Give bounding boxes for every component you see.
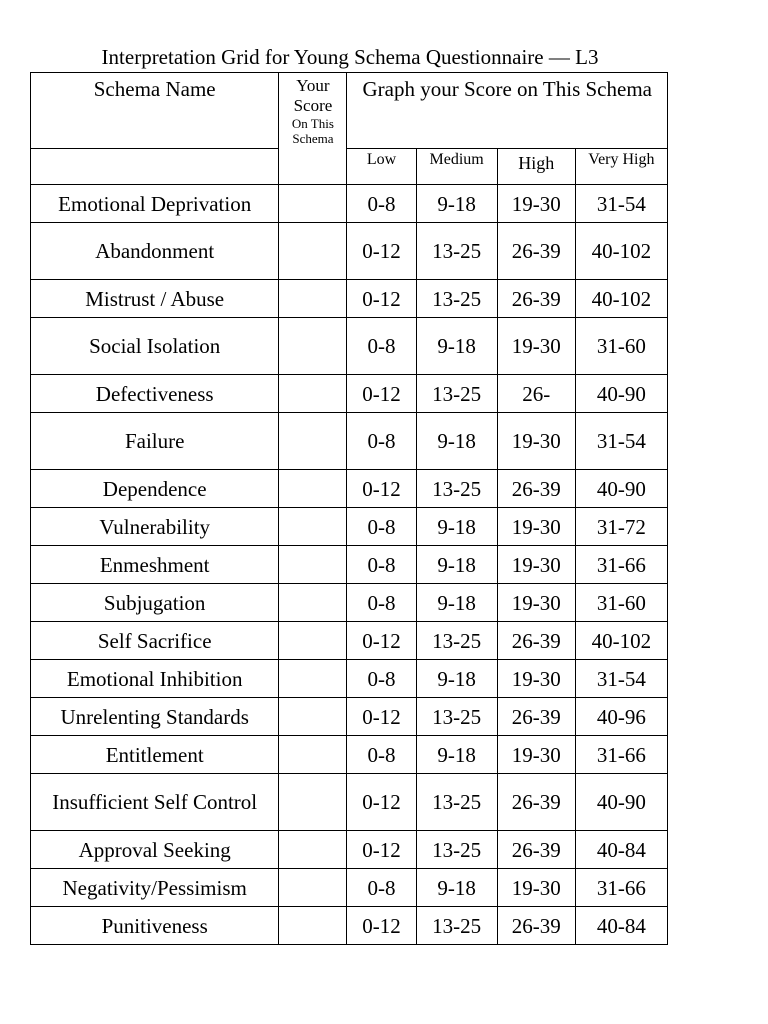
your-score-cell[interactable]: [279, 907, 347, 945]
schema-name-cell: Self Sacrifice: [31, 622, 279, 660]
range-medium-cell: 9-18: [416, 546, 497, 584]
range-high-cell: 26-39: [497, 280, 575, 318]
range-low-cell: 0-8: [347, 869, 416, 907]
range-low-cell: 0-8: [347, 546, 416, 584]
schema-name-cell: Defectiveness: [31, 375, 279, 413]
table-row: [31, 546, 668, 584]
your-score-cell[interactable]: [279, 413, 347, 470]
your-score-cell[interactable]: [279, 736, 347, 774]
table-row: [31, 660, 668, 698]
level-high-header: High: [497, 149, 575, 185]
your-score-cell[interactable]: [279, 223, 347, 280]
range-very-high-cell: 40-96: [575, 698, 667, 736]
range-low-cell: 0-8: [347, 508, 416, 546]
range-very-high-cell: 31-60: [575, 584, 667, 622]
range-medium-cell: 9-18: [416, 318, 497, 375]
range-medium-cell: 13-25: [416, 907, 497, 945]
range-very-high-cell: 31-54: [575, 185, 667, 223]
range-very-high-cell: 31-66: [575, 736, 667, 774]
schema-name-cell: Dependence: [31, 470, 279, 508]
range-low-cell: 0-12: [347, 774, 416, 831]
table-row: [31, 470, 668, 508]
range-very-high-cell: 31-72: [575, 508, 667, 546]
range-medium-cell: 9-18: [416, 584, 497, 622]
page-title: Interpretation Grid for Young Schema Questionnaire — L3: [101, 45, 599, 69]
range-high-cell: 26-39: [497, 470, 575, 508]
range-medium-cell: 9-18: [416, 508, 497, 546]
your-score-header-label: Your Score: [293, 76, 333, 115]
table-row: [31, 280, 668, 318]
range-medium-cell: 13-25: [416, 280, 497, 318]
range-low-cell: 0-12: [347, 622, 416, 660]
schema-name-cell: Unrelenting Standards: [31, 698, 279, 736]
range-low-cell: 0-8: [347, 736, 416, 774]
schema-name-cell: Enmeshment: [31, 546, 279, 584]
range-low-cell: 0-12: [347, 280, 416, 318]
your-score-cell[interactable]: [279, 470, 347, 508]
range-high-cell: 19-30: [497, 546, 575, 584]
range-high-cell: 26-39: [497, 223, 575, 280]
your-score-cell[interactable]: [279, 698, 347, 736]
your-score-cell[interactable]: [279, 774, 347, 831]
table-row: [31, 869, 668, 907]
range-high-cell: 19-30: [497, 660, 575, 698]
your-score-cell[interactable]: [279, 318, 347, 375]
schema-name-cell: Abandonment: [31, 223, 279, 280]
range-very-high-cell: 31-54: [575, 413, 667, 470]
schema-name-cell: Mistrust / Abuse: [31, 280, 279, 318]
range-very-high-cell: 40-90: [575, 470, 667, 508]
schema-name-cell: Emotional Inhibition: [31, 660, 279, 698]
range-high-cell: 19-30: [497, 413, 575, 470]
table-row: [31, 584, 668, 622]
range-low-cell: 0-8: [347, 584, 416, 622]
schema-name-cell: Failure: [31, 413, 279, 470]
table-row: [31, 185, 668, 223]
schema-name-cell: Insufficient Self Control: [31, 774, 279, 831]
range-high-cell: 19-30: [497, 508, 575, 546]
range-medium-cell: 9-18: [416, 185, 497, 223]
range-very-high-cell: 40-102: [575, 223, 667, 280]
table-row: [31, 375, 668, 413]
range-medium-cell: 9-18: [416, 869, 497, 907]
level-very-high-header: Very High: [575, 149, 667, 185]
range-high-cell: 19-30: [497, 584, 575, 622]
range-medium-cell: 13-25: [416, 375, 497, 413]
range-high-cell: 19-30: [497, 318, 575, 375]
schema-name-header-blank: [31, 149, 279, 185]
range-high-cell: 19-30: [497, 185, 575, 223]
interpretation-grid: [30, 72, 668, 945]
range-very-high-cell: 31-60: [575, 318, 667, 375]
range-low-cell: 0-8: [347, 185, 416, 223]
table-row: [31, 318, 668, 375]
range-medium-cell: 9-18: [416, 736, 497, 774]
your-score-cell[interactable]: [279, 280, 347, 318]
your-score-cell[interactable]: [279, 869, 347, 907]
range-high-cell: 19-30: [497, 736, 575, 774]
range-high-cell: 26-39: [497, 907, 575, 945]
range-medium-cell: 13-25: [416, 470, 497, 508]
range-high-cell: 26-39: [497, 831, 575, 869]
range-very-high-cell: 31-54: [575, 660, 667, 698]
table-row: [31, 622, 668, 660]
schema-name-cell: Entitlement: [31, 736, 279, 774]
range-high-cell: 26-: [497, 375, 575, 413]
level-medium-header: Medium: [416, 149, 497, 185]
range-very-high-cell: 31-66: [575, 869, 667, 907]
range-high-cell: 26-39: [497, 698, 575, 736]
range-low-cell: 0-12: [347, 698, 416, 736]
range-medium-cell: 13-25: [416, 223, 497, 280]
table-row: [31, 223, 668, 280]
range-high-cell: 26-39: [497, 622, 575, 660]
your-score-header-sublabel: On This Schema: [291, 116, 334, 146]
your-score-cell[interactable]: [279, 375, 347, 413]
range-low-cell: 0-8: [347, 413, 416, 470]
range-very-high-cell: 40-84: [575, 907, 667, 945]
range-low-cell: 0-12: [347, 907, 416, 945]
table-row: [31, 774, 668, 831]
your-score-cell[interactable]: [279, 831, 347, 869]
table-row: [31, 508, 668, 546]
range-medium-cell: 13-25: [416, 622, 497, 660]
your-score-cell[interactable]: [279, 584, 347, 622]
range-low-cell: 0-12: [347, 223, 416, 280]
schema-name-cell: Approval Seeking: [31, 831, 279, 869]
range-low-cell: 0-12: [347, 470, 416, 508]
range-medium-cell: 13-25: [416, 698, 497, 736]
table-row: [31, 698, 668, 736]
schema-name-cell: Social Isolation: [31, 318, 279, 375]
graph-score-header: Graph your Score on This Schema: [347, 73, 668, 149]
range-very-high-cell: 40-102: [575, 622, 667, 660]
table-row: [31, 907, 668, 945]
range-low-cell: 0-8: [347, 660, 416, 698]
your-score-cell[interactable]: [279, 546, 347, 584]
your-score-cell[interactable]: [279, 622, 347, 660]
table-row: [31, 831, 668, 869]
schema-name-cell: Emotional Deprivation: [31, 185, 279, 223]
schema-name-cell: Punitiveness: [31, 907, 279, 945]
range-medium-cell: 13-25: [416, 831, 497, 869]
range-medium-cell: 9-18: [416, 413, 497, 470]
your-score-cell[interactable]: [279, 660, 347, 698]
range-low-cell: 0-12: [347, 831, 416, 869]
range-very-high-cell: 40-84: [575, 831, 667, 869]
schema-name-cell: Subjugation: [31, 584, 279, 622]
range-medium-cell: 9-18: [416, 660, 497, 698]
range-high-cell: 26-39: [497, 774, 575, 831]
schema-name-cell: Negativity/Pessimism: [31, 869, 279, 907]
range-very-high-cell: 40-90: [575, 774, 667, 831]
table-row: [31, 736, 668, 774]
schema-name-header: Schema Name: [31, 73, 279, 149]
range-low-cell: 0-8: [347, 318, 416, 375]
range-very-high-cell: 40-102: [575, 280, 667, 318]
your-score-header: [279, 73, 347, 185]
range-low-cell: 0-12: [347, 375, 416, 413]
your-score-cell[interactable]: [279, 185, 347, 223]
range-very-high-cell: 31-66: [575, 546, 667, 584]
table-row: [31, 413, 668, 470]
range-medium-cell: 13-25: [416, 774, 497, 831]
schema-name-cell: Vulnerability: [31, 508, 279, 546]
your-score-cell[interactable]: [279, 508, 347, 546]
range-very-high-cell: 40-90: [575, 375, 667, 413]
level-low-header: Low: [347, 149, 416, 185]
range-high-cell: 19-30: [497, 869, 575, 907]
